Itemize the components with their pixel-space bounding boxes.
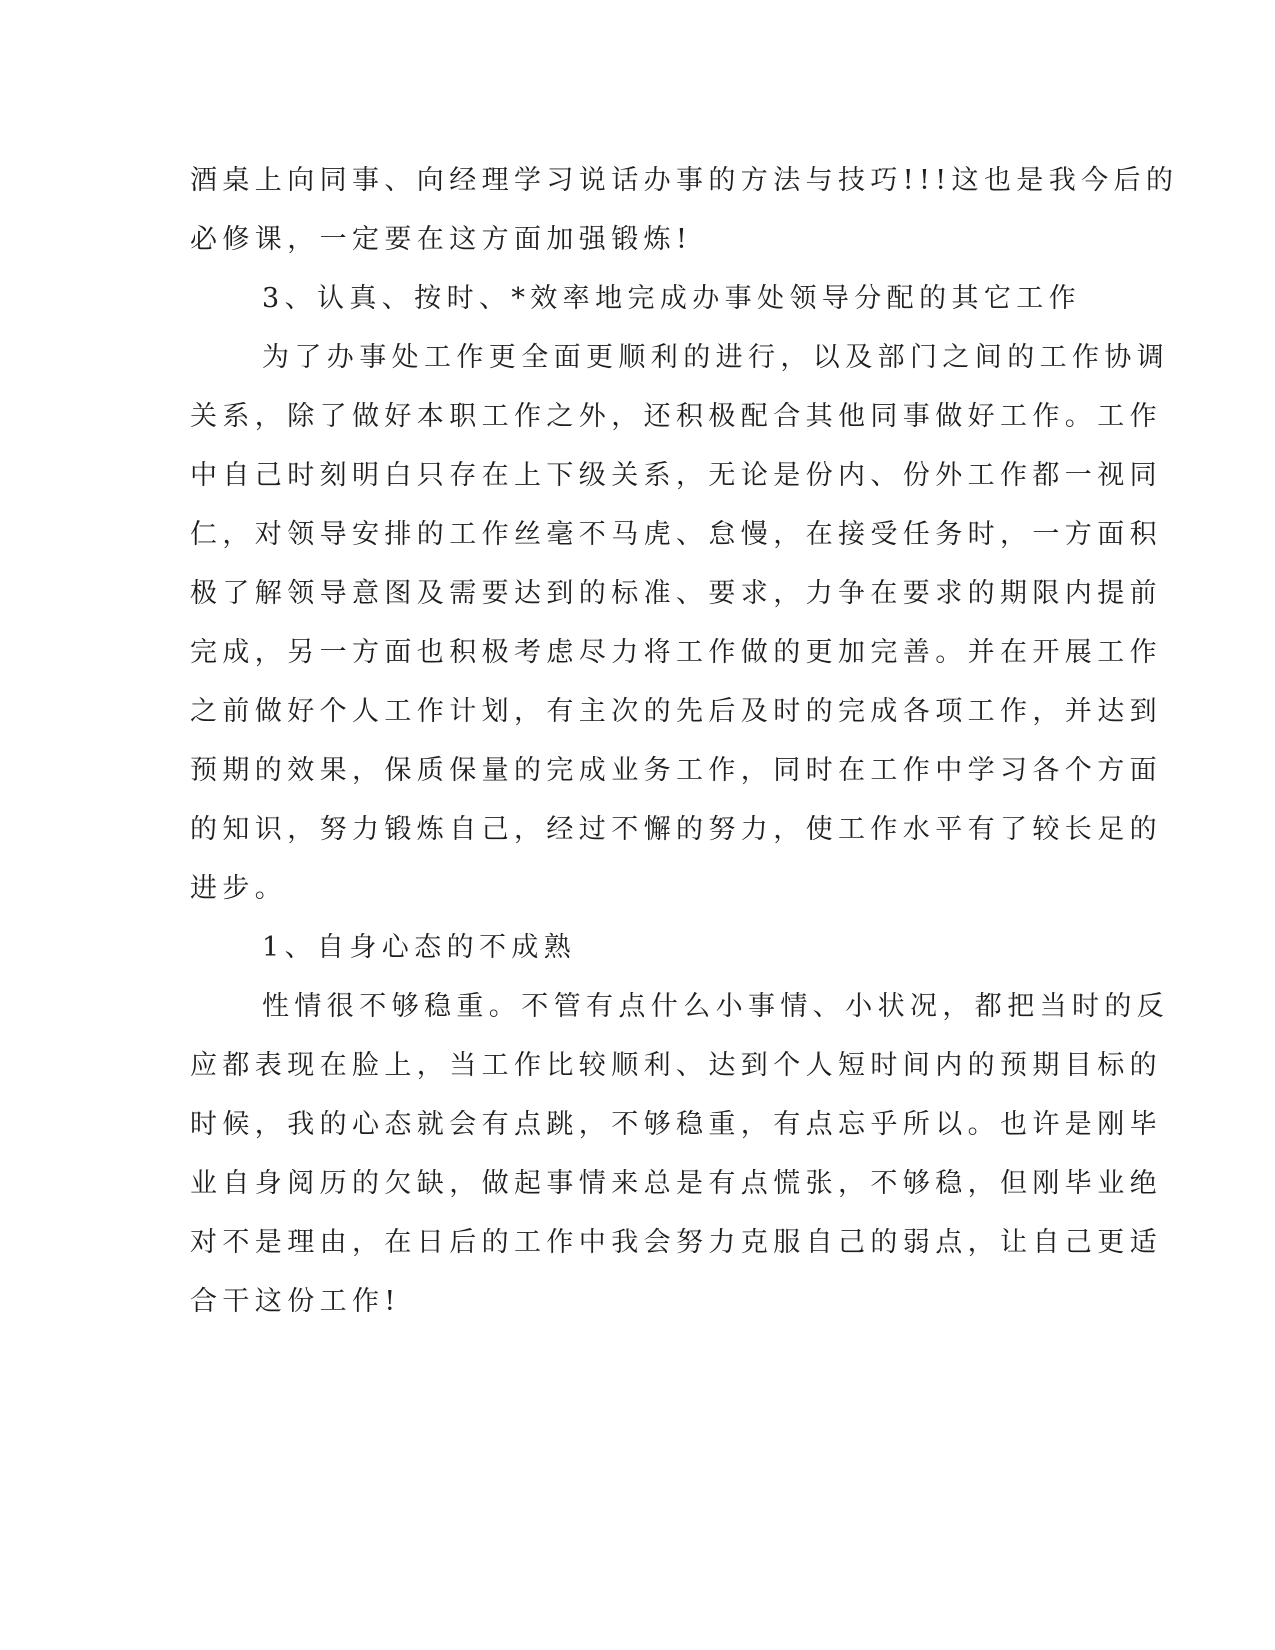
text-line: 业自身阅历的欠缺，做起事情来总是有点慌张，不够稳，但刚毕业绝 — [190, 1168, 1162, 1199]
text-line: 极了解领导意图及需要达到的标准、要求，力争在要求的期限内提前 — [190, 578, 1162, 609]
text-line: 中自己时刻明白只存在上下级关系，无论是份内、份外工作都一视同 — [190, 460, 1162, 491]
text-line: 应都表现在脸上，当工作比较顺利、达到个人短时间内的预期目标的 — [190, 1050, 1162, 1081]
text-line: 进步。 — [190, 873, 288, 904]
text-line: 预期的效果，保质保量的完成业务工作，同时在工作中学习各个方面 — [190, 755, 1162, 786]
text-line: 合干这份工作! — [190, 1286, 401, 1317]
text-line: 性情很不够稳重。不管有点什么小事情、小状况，都把当时的反 — [262, 991, 1170, 1022]
section-heading: 3、认真、按时、*效率地完成办事处领导分配的其它工作 — [262, 283, 1082, 314]
text-line: 之前做好个人工作计划，有主次的先后及时的完成各项工作，并达到 — [190, 696, 1162, 727]
text-line: 仁，对领导安排的工作丝毫不马虎、怠慢，在接受任务时，一方面积 — [190, 519, 1162, 550]
text-line: 为了办事处工作更全面更顺利的进行，以及部门之间的工作协调 — [262, 342, 1170, 373]
text-line: 酒桌上向同事、向经理学习说话办事的方法与技巧!!!这也是我今后的 — [190, 165, 1179, 196]
section-heading: 1、自身心态的不成熟 — [262, 932, 577, 963]
text-line: 时候，我的心态就会有点跳，不够稳重，有点忘乎所以。也许是刚毕 — [190, 1109, 1162, 1140]
text-line: 关系，除了做好本职工作之外，还积极配合其他同事做好工作。工作 — [190, 401, 1162, 432]
text-line: 对不是理由，在日后的工作中我会努力克服自己的弱点，让自己更适 — [190, 1227, 1162, 1258]
text-line: 的知识，努力锻炼自己，经过不懈的努力，使工作水平有了较长足的 — [190, 814, 1162, 845]
text-line: 完成，另一方面也积极考虑尽力将工作做的更加完善。并在开展工作 — [190, 637, 1162, 668]
text-line: 必修课，一定要在这方面加强锻炼! — [190, 224, 693, 255]
